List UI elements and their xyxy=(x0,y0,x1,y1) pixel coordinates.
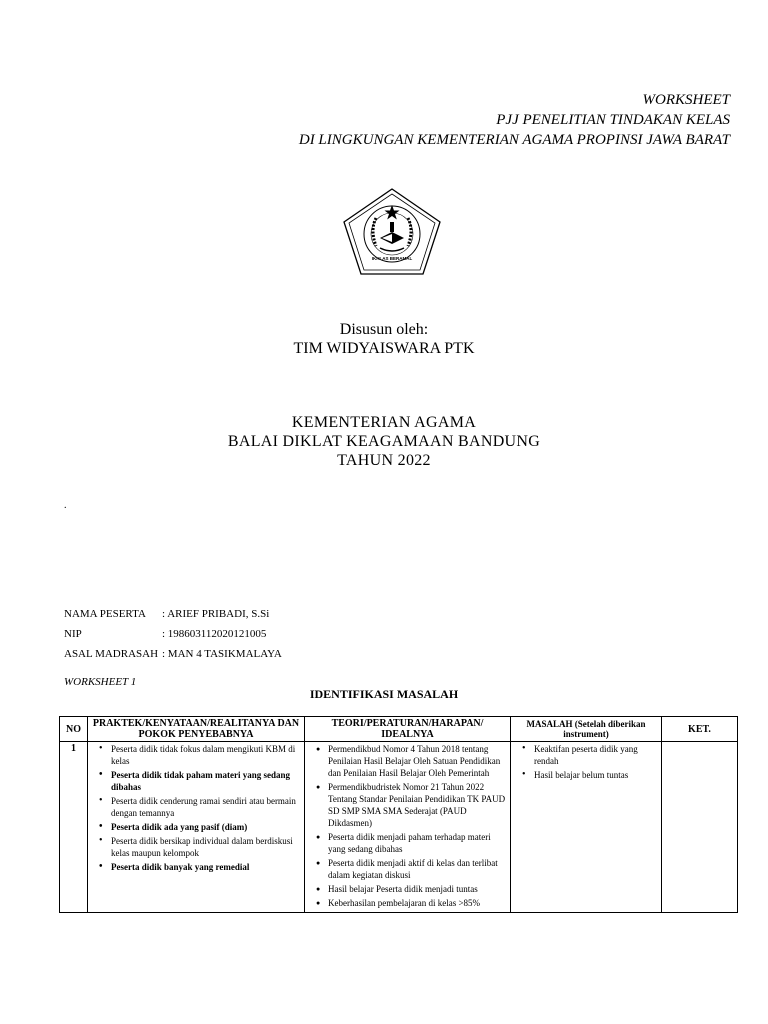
table-row xyxy=(60,742,738,913)
header-scope: DI LINGKUNGAN KEMENTERIAN AGAMA PROPINSI JAWA BARAT xyxy=(298,132,730,148)
theory-list xyxy=(308,743,507,909)
identity-row-nip xyxy=(64,624,282,644)
header-practice: PRAKTEK/KENYATAAN/REALITANYA DAN POKOK PENYEBABNYA xyxy=(88,717,305,742)
problem-list xyxy=(514,743,658,781)
authored-team: TIM WIDYAISWARA PTK xyxy=(293,340,475,357)
identity-row-school xyxy=(64,644,282,664)
theory-item: ● Peserta didik menjadi paham terhadap materi yang sedang dibahas xyxy=(328,831,507,855)
header-problem: MASALAH (Setelah diberikan instrument) xyxy=(511,717,662,742)
theory-item: ● Permendikbudristek Nomor 21 Tahun 2022 Tentang Standar Penilaian Pendidikan TK PAUD SD SMP SMA SMA Sederajat (PAUD Dikdasmen) xyxy=(328,781,507,829)
participant-identity xyxy=(64,604,282,664)
theory-item: ● Peserta didik menjadi aktif di kelas dan terlibat dalam kegiatan diskusi xyxy=(328,857,507,881)
ministry-logo xyxy=(340,186,444,278)
problem-item: • Hasil belajar belum tuntas xyxy=(534,769,658,781)
school-value: : MAN 4 TASIKMALAYA xyxy=(162,648,282,660)
header-subtitle: PJJ PENELITIAN TINDAKAN KELAS xyxy=(496,112,730,128)
theory-cell xyxy=(305,742,511,913)
institution-ministry: KEMENTERIAN AGAMA xyxy=(291,414,477,431)
name-label: NAMA PESERTA xyxy=(64,608,146,620)
institution-year: TAHUN 2022 xyxy=(337,452,431,469)
theory-item: ● Hasil belajar Peserta didik menjadi tuntas xyxy=(328,883,507,895)
identity-row-name xyxy=(64,604,282,624)
header-theory: TEORI/PERATURAN/HARAPAN/ IDEALNYA xyxy=(305,717,511,742)
nip-value: : 198603112020121005 xyxy=(162,628,267,640)
institution-block xyxy=(0,413,768,470)
theory-item: ● Keberhasilan pembelajaran di kelas >85% xyxy=(328,897,507,909)
stray-mark: . xyxy=(64,500,67,511)
practice-list xyxy=(91,743,301,873)
practice-item: • Peserta didik bersikap individual dalam berdiskusi kelas maupun kelompok xyxy=(111,835,301,859)
theory-item: ● Permendikbud Nomor 4 Tahun 2018 tentang Penilaian Hasil Belajar Oleh Satuan Pendidikan dan Penilaian Hasil Belajar Oleh Pemerintah xyxy=(328,743,507,779)
section-title: IDENTIFIKASI MASALAH xyxy=(309,687,459,701)
worksheet-number: WORKSHEET 1 xyxy=(64,676,137,688)
emblem-ring-text: IKHLAS BERAMAL xyxy=(371,256,413,261)
authored-by xyxy=(0,320,768,358)
school-label: ASAL MADRASAH xyxy=(64,648,159,660)
note-cell xyxy=(662,742,738,913)
authored-label: Disusun oleh: xyxy=(339,321,429,338)
practice-item: • Peserta didik cenderung ramai sendiri atau bermain dengan temannya xyxy=(111,795,301,819)
practice-item: • Peserta didik ada yang pasif (diam) xyxy=(111,821,301,833)
table-header-row xyxy=(60,717,738,742)
problem-identification-table xyxy=(59,716,738,913)
name-value: : ARIEF PRIBADI, S.Si xyxy=(162,608,270,620)
header-title: WORKSHEET xyxy=(642,92,730,108)
practice-item: • Peserta didik tidak paham materi yang sedang dibahas xyxy=(111,769,301,793)
row-number: 1 xyxy=(60,742,88,913)
header-note: KET. xyxy=(662,717,738,742)
header-no: NO xyxy=(60,717,88,742)
practice-item: • Peserta didik tidak fokus dalam mengikuti KBM di kelas xyxy=(111,743,301,767)
worksheet-header xyxy=(299,90,730,150)
nip-label: NIP xyxy=(64,628,82,640)
practice-cell xyxy=(88,742,305,913)
problem-cell xyxy=(511,742,662,913)
institution-office: BALAI DIKLAT KEAGAMAAN BANDUNG xyxy=(227,433,541,450)
practice-item: • Peserta didik banyak yang remedial xyxy=(111,861,301,873)
problem-item: • Keaktifan peserta didik yang rendah xyxy=(534,743,658,767)
ministry-emblem-icon xyxy=(340,186,444,278)
